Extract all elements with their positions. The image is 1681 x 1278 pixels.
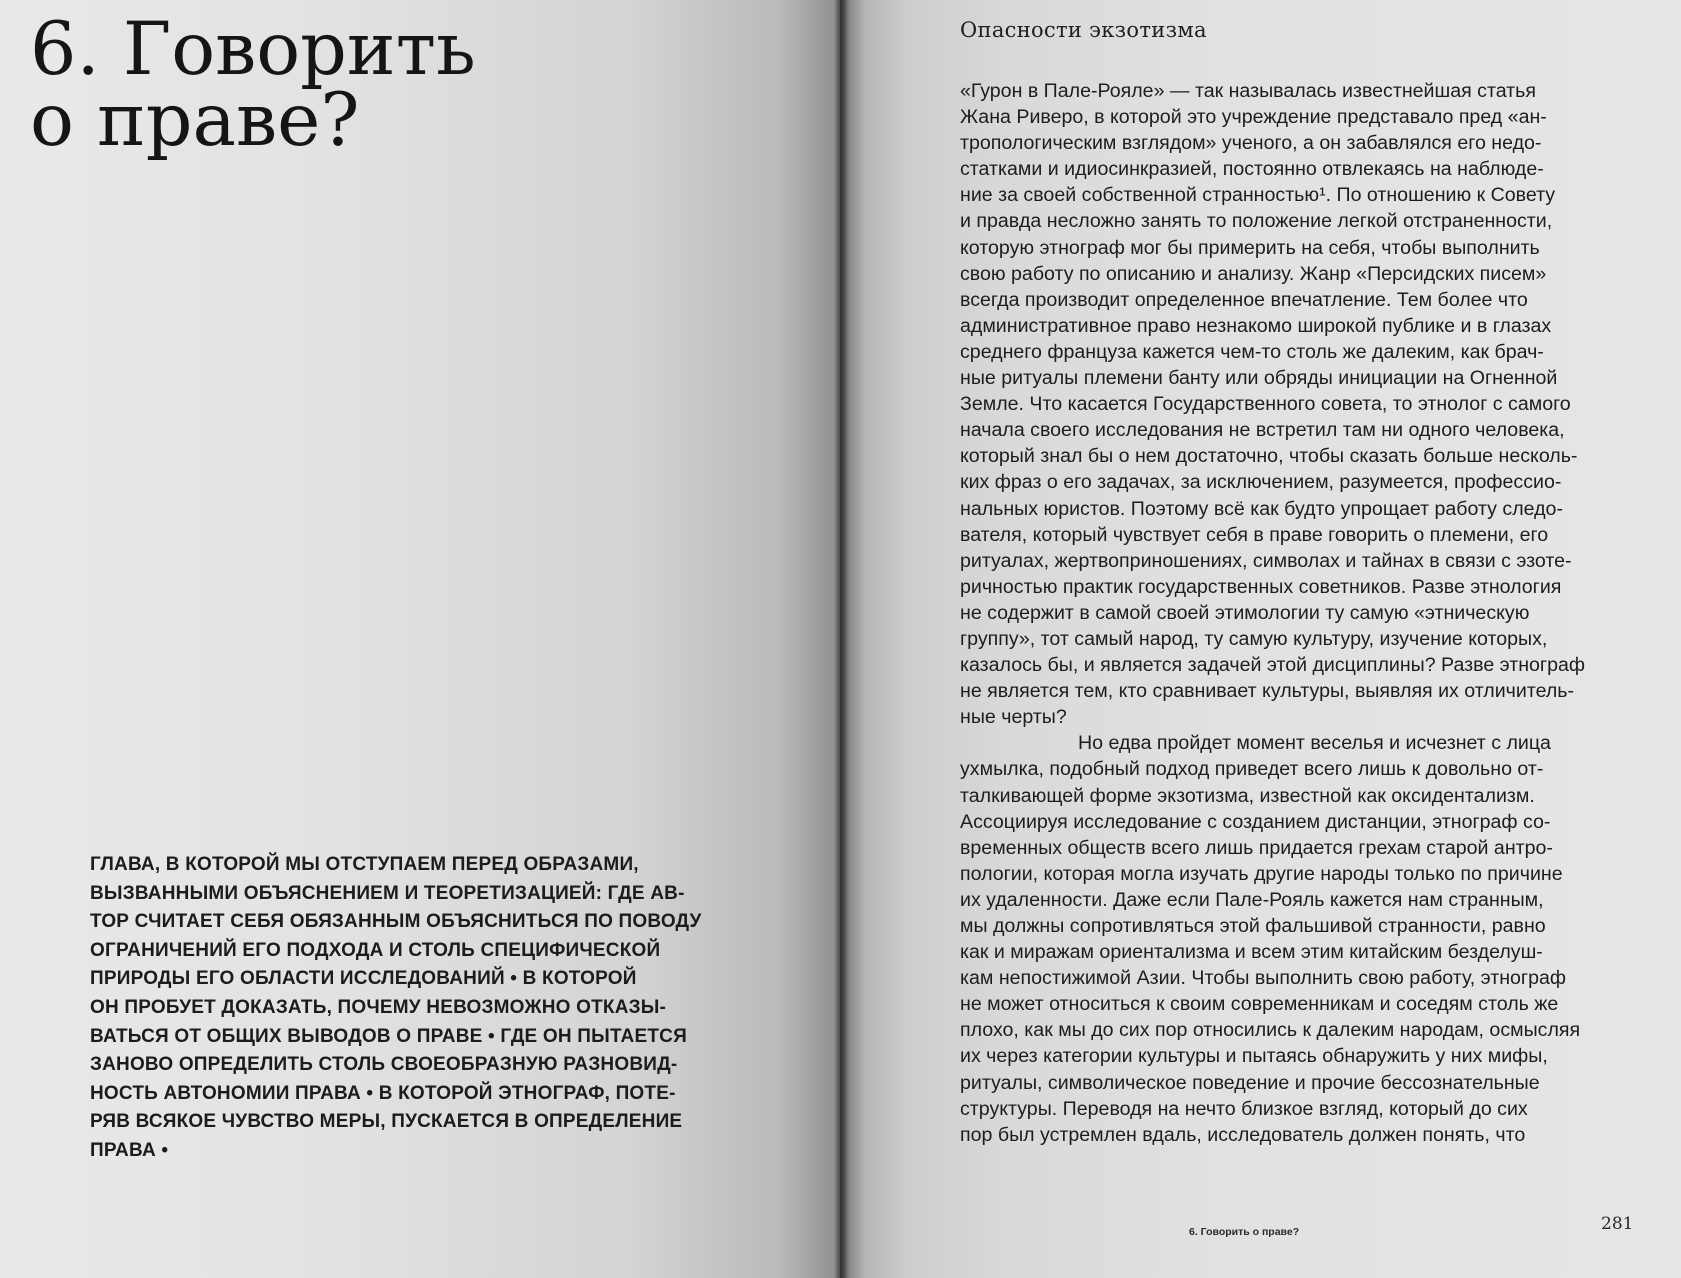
body-line: начала своего исследования не встретил там ни одного человека, [960,419,1565,442]
body-line: «Гурон в Пале-Рояле» — так называлась известнейшая статья [960,80,1536,102]
body-line: которую этнограф мог бы примерить на себя, чтобы выполнить [960,236,1540,259]
chapter-abstract [90,851,735,1166]
body-line: их через категории культуры и пытаясь обнаружить у них мифы, [960,1045,1548,1068]
chapter-title-line: 6. Говорить [30,7,476,92]
body-line: структуры. Переводя на нечто близкое взгляд, который до сих [960,1097,1528,1120]
body-line: ные ритуалы племени банту или обряды инициации на Огненной [960,367,1558,390]
body-line: их удаленности. Даже если Пале-Рояль кажется нам странным, [960,888,1544,911]
body-line: административное право незнакомо широкой публике и в глазах [960,314,1552,337]
body-line: среднего француза кажется чем-то столь же далеким, как брач- [960,340,1544,363]
body-line: как и миражам ориентализма и всем этим китайским безделуш- [960,941,1543,964]
body-line: и правда несложно занять то положение легкой отстраненности, [960,210,1553,233]
body-line-paragraph-start: Но едва пройдет момент веселья и исчезнет с лица [1078,732,1551,755]
body-line: ухмылка, подобный подход приведет всего лишь к довольно от- [960,758,1544,781]
body-line: вателя, который чувствует себя в праве говорить о племени, его [960,523,1549,546]
left-page [0,0,840,1278]
body-line: статками и идиосинкразией, постоянно отвлекаясь на наблюде- [960,158,1544,181]
page-number: 281 [1601,1214,1634,1234]
body-line: пологии, которая могла изучать другие народы только по причине [960,862,1563,885]
body-line: талкивающей форме экзотизма, известной как оксидентализм. [960,784,1535,807]
body-line: не может относиться к своим современникам и соседям столь же [960,993,1559,1016]
body-line: ние за своей собственной странностью¹. По отношению к Совету [960,184,1556,207]
running-head: Опасности экзотизма [960,18,1207,42]
body-line: мы должны сопротивляться этой фальшивой странности, равно [960,915,1546,937]
body-line: казалось бы, и является задачей этой дисциплины? Разве этнограф [960,654,1585,677]
body-line: Земле. Что касается Государственного совета, то этнолог с самого [960,393,1571,416]
body-line: ные черты? [960,706,1067,729]
abstract-line: НОСТЬ АВТОНОМИИ ПРАВА • В КОТОРОЙ ЭТНОГРАФ, ПОТЕ- [90,1082,676,1104]
body-line: кам непостижимой Азии. Чтобы выполнить свою работу, этнограф [960,967,1566,990]
abstract-line: ОГРАНИЧЕНИЙ ЕГО ПОДХОДА И СТОЛЬ СПЕЦИФИЧЕСКОЙ [90,939,661,961]
chapter-title-line: о праве? [30,78,360,163]
book-gutter [834,0,848,1278]
abstract-line: ПРАВА • [90,1139,169,1161]
abstract-line: ТОР СЧИТАЕТ СЕБЯ ОБЯЗАННЫМ ОБЪЯСНИТЬСЯ ПО ПОВОДУ [90,911,702,933]
abstract-line: ГЛАВА, В КОТОРОЙ МЫ ОТСТУПАЕМ ПЕРЕД ОБРАЗАМИ, [90,854,639,875]
body-line: не является тем, кто сравнивает культуры, выявляя их отличитель- [960,680,1574,703]
body-line: ритуалы, символическое поведение и прочие бессознательные [960,1071,1540,1094]
body-line: не содержит в самой своей этимологии ту самую «этническую [960,601,1530,624]
body-line: тропологическим взглядом» ученого, а он забавлялся его недо- [960,132,1542,155]
abstract-line: ОН ПРОБУЕТ ДОКАЗАТЬ, ПОЧЕМУ НЕВОЗМОЖНО ОТКАЗЫ- [90,996,667,1018]
body-line: ких фраз о его задачах, за исключением, разумеется, профессио- [960,471,1562,494]
body-line: нальных юристов. Поэтому всё как будто упрощает работу следо- [960,497,1563,520]
chapter-title [30,7,476,163]
body-line: который знал бы о нем достаточно, чтобы сказать больше несколь- [960,445,1578,468]
abstract-line: ПРИРОДЫ ЕГО ОБЛАСТИ ИССЛЕДОВАНИЙ • В КОТОРОЙ [90,968,637,990]
body-line: временных обществ всего лишь придается грехам старой антро- [960,836,1553,859]
body-line: свою работу по описанию и анализу. Жанр «Персидских писем» [960,262,1547,285]
footer-chapter-title: 6. Говорить о праве? [1189,1226,1300,1238]
body-line: плохо, как мы до сих пор относились к далеким народам, осмысляя [960,1019,1581,1042]
body-line: Ассоциируя исследование с созданием дистанции, этнограф со- [960,810,1551,833]
body-line: Жана Риверо, в которой это учреждение представало пред «ан- [960,106,1547,129]
body-line: группу», тот самый народ, ту самую культуру, изучение которых, [960,627,1548,650]
body-line: ричностью практик государственных советников. Разве этнология [960,575,1562,598]
body-text [960,78,1640,1148]
abstract-line: ВАТЬСЯ ОТ ОБЩИХ ВЫВОДОВ О ПРАВЕ • ГДЕ ОН ПЫТАЕТСЯ [90,1025,687,1047]
abstract-line: ВЫЗВАННЫМИ ОБЪЯСНЕНИЕМ И ТЕОРЕТИЗАЦИЕЙ: ГДЕ АВ- [90,882,685,904]
body-line: пор был устремлен вдаль, исследователь должен понять, что [960,1123,1526,1146]
body-line: всегда производит определенное впечатление. Тем более что [960,288,1528,311]
abstract-line: ЗАНОВО ОПРЕДЕЛИТЬ СТОЛЬ СВОЕОБРАЗНУЮ РАЗНОВИД- [90,1054,678,1076]
body-line: ритуалах, жертвоприношениях, символах и тайнах в связи с эзоте- [960,549,1572,572]
abstract-line: РЯВ ВСЯКОЕ ЧУВСТВО МЕРЫ, ПУСКАЕТСЯ В ОПРЕДЕЛЕНИЕ [90,1111,683,1133]
